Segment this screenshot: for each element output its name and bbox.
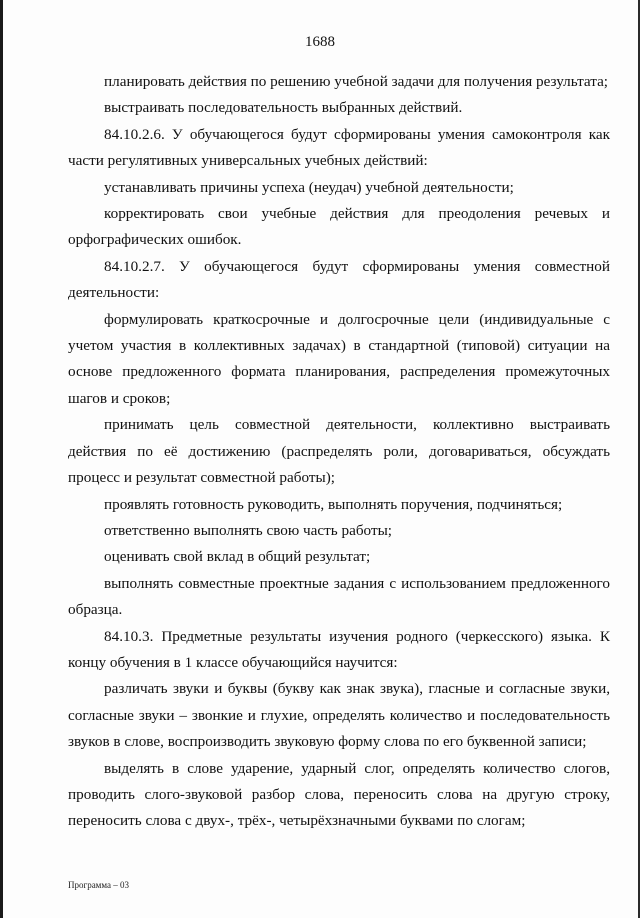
body-text (68, 69, 610, 835)
paragraph: планировать действия по решению учебной задачи для получения результата; (104, 73, 609, 90)
section-heading-84-10-2-7: 84.10.2.7. У обучающегося будут сформированы умения совместной деятельности: (68, 257, 610, 302)
paragraph: устанавливать причины успеха (неудач) учебной деятельности; (104, 178, 514, 196)
paragraph: ответственно выполнять свою часть работы; (104, 521, 393, 539)
paragraph: выделять в слове ударение, ударный слог, определять количество слогов, проводить слого-звуковой разбор слова, переносить слова на другую строку, переносить слова с двух-, трёх-, четырёхзначными буквами по слогам; (68, 759, 610, 830)
paragraph: выстраивать последовательность выбранных действий. (104, 99, 463, 117)
paragraph: проявлять готовность руководить, выполнять поручения, подчиняться; (104, 495, 563, 513)
page-number: 1688 (305, 34, 335, 50)
section-heading-84-10-2-6: 84.10.2.6. У обучающегося будут сформированы умения самоконтроля как части регулятивных универсальных учебных действий: (68, 125, 610, 170)
paragraph: формулировать краткосрочные и долгосрочные цели (индивидуальные с учетом участия в коллективных задачах) в стандартной (типовой) ситуации на основе предложенного формата планирования, распределения промежуточных шагов и сроков; (68, 310, 610, 407)
scan-edge-left (0, 0, 3, 918)
footer-program-label: Программа – 03 (68, 880, 130, 890)
paragraph: оценивать свой вклад в общий результат; (104, 548, 371, 566)
section-heading-84-10-3: 84.10.3. Предметные результаты изучения родного (черкесского) языка. К концу обучения в 1 классе обучающийся научится: (68, 627, 610, 671)
paragraph: выполнять совместные проектные задания с использованием предложенного образца. (68, 574, 610, 619)
paragraph: различать звуки и буквы (букву как знак звука), гласные и согласные звуки, согласные звуки – звонкие и глухие, определять количество и последовательность звуков в слове, воспроизводить звуковую форму слова по его буквенной записи; (68, 680, 610, 751)
paragraph: принимать цель совместной деятельности, коллективно выстраивать действия по её достижению (распределять роли, договариваться, обсуждать процесс и результат совместной работы); (68, 416, 610, 487)
paragraph: корректировать свои учебные действия для преодоления речевых и орфографических ошибок. (68, 205, 610, 249)
